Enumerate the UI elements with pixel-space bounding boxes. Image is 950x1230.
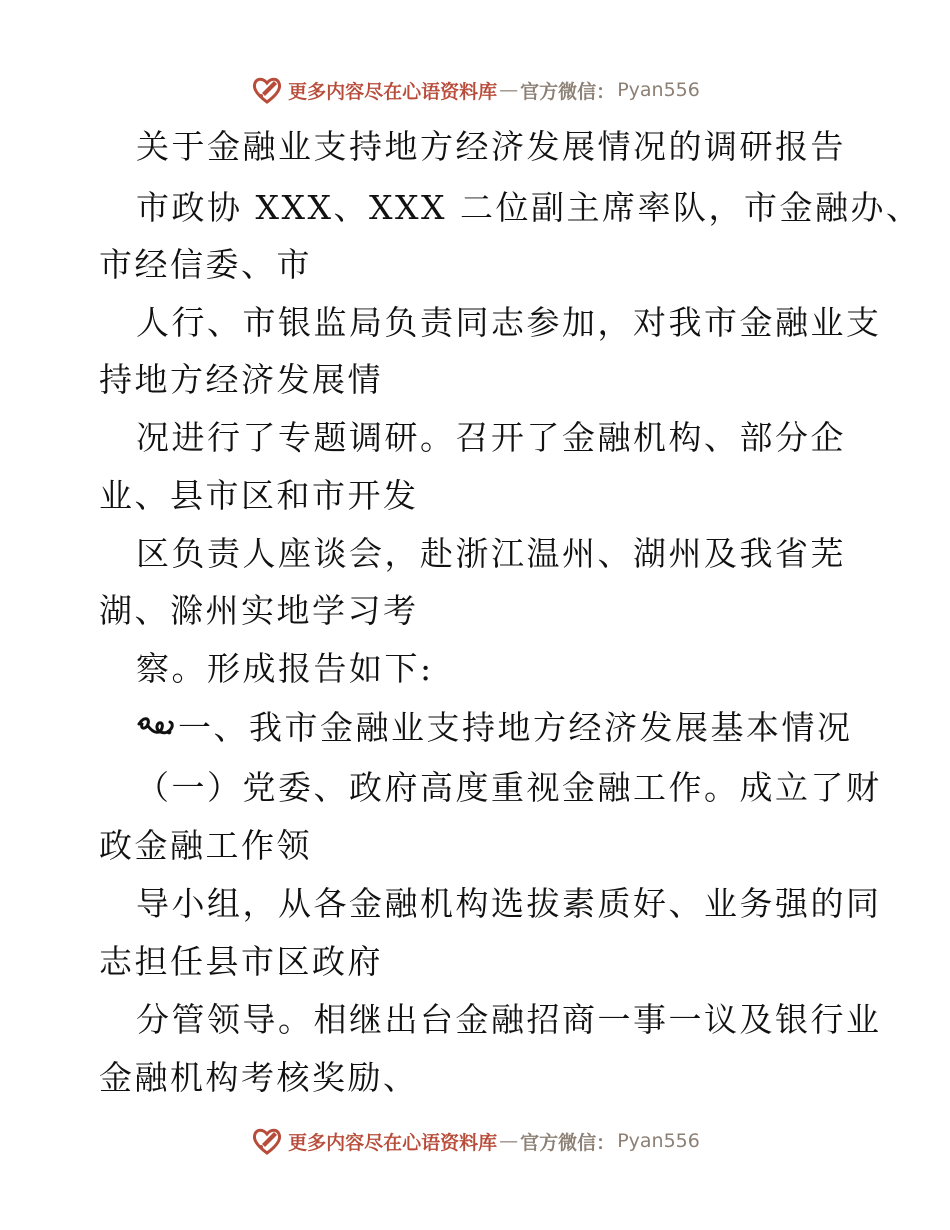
paragraph-line: 察。形成报告如下:	[136, 649, 434, 688]
paragraph-line: 市经信委、市	[99, 245, 312, 284]
paragraph-line: 业、县市区和市开发	[99, 476, 419, 515]
watermark-wechat-id: Pyan556	[617, 1130, 700, 1152]
document-title: 关于金融业支持地方经济发展情况的调研报告	[136, 127, 846, 166]
heart-pen-logo-icon	[250, 73, 284, 107]
paragraph-line: 分管领导。相继出台金融招商一事一议及银行业	[136, 1000, 882, 1039]
paragraph-line: 导小组，从各金融机构选拔素质好、业务强的同	[136, 884, 882, 923]
paragraph-line: （一）党委、政府高度重视金融工作。成立了财	[136, 768, 882, 807]
paragraph-line: 人行、市银监局负责同志参加，对我市金融业支	[136, 303, 882, 342]
watermark-dash: —	[499, 79, 519, 101]
section-heading: 一、我市金融业支持地方经济发展基本情况	[178, 708, 853, 747]
watermark-wechat-label: 官方微信：	[520, 1131, 616, 1154]
paragraph-line: 政金融工作领	[99, 826, 312, 865]
paragraph-line: 区负责人座谈会，赴浙江温州、湖州及我省芜	[136, 534, 846, 573]
watermark-dash: —	[499, 1130, 519, 1152]
paragraph-line: 市政协 XXX、XXX 二位副主席率队，市金融办、	[136, 188, 922, 227]
watermark-wechat-id: Pyan556	[617, 79, 700, 101]
heart-pen-logo-icon	[250, 1124, 284, 1158]
header-watermark	[0, 70, 950, 110]
ornament-bullet-icon	[136, 712, 176, 742]
watermark-main-text: 更多内容尽在心语资料库	[288, 1131, 498, 1154]
paragraph-line: 持地方经济发展情	[99, 360, 383, 399]
watermark-main-text: 更多内容尽在心语资料库	[288, 80, 498, 103]
footer-watermark	[0, 1121, 950, 1161]
paragraph-line: 金融机构考核奖励、	[99, 1058, 419, 1097]
section-heading-row	[136, 702, 853, 754]
paragraph-line: 况进行了专题调研。召开了金融机构、部分企	[136, 418, 846, 457]
watermark-wechat-label: 官方微信：	[520, 80, 616, 103]
paragraph-line: 志担任县市区政府	[99, 942, 383, 981]
paragraph-line: 湖、滁州实地学习考	[99, 591, 419, 630]
